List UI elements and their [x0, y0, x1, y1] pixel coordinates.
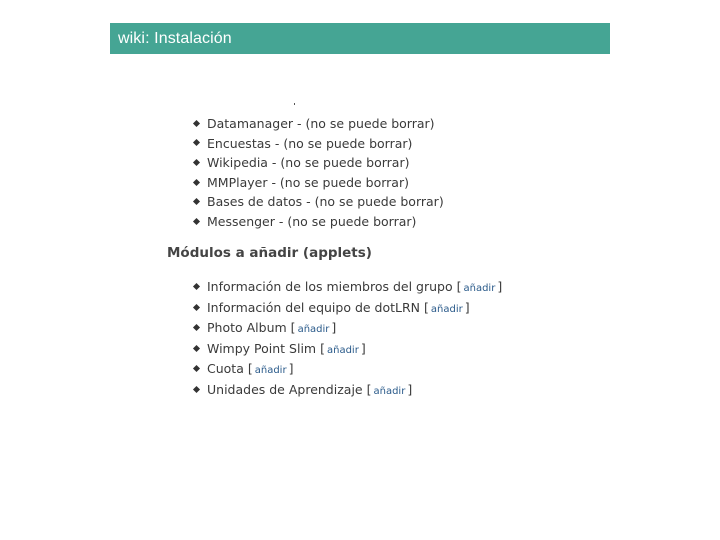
list-item	[193, 359, 502, 380]
list-item	[193, 173, 444, 193]
bullet-icon	[193, 324, 200, 331]
list-item	[193, 114, 444, 134]
list-item	[193, 298, 502, 319]
bracket-open: [	[366, 381, 372, 397]
list-item	[193, 134, 444, 154]
bullet-icon	[193, 365, 200, 372]
module-label: Datamanager - (no se puede borrar)	[207, 116, 435, 131]
page-title: wiki: Instalación	[118, 29, 232, 47]
list-item	[193, 192, 444, 212]
applets-list	[193, 277, 502, 400]
add-applet-link[interactable]: añadir	[254, 365, 287, 376]
list-item	[193, 318, 502, 339]
bullet-icon	[193, 139, 200, 146]
module-label: MMPlayer - (no se puede borrar)	[207, 174, 409, 190]
module-label: Bases de datos - (no se puede borrar)	[207, 194, 444, 210]
add-applet-link[interactable]: añadir	[430, 303, 463, 315]
stray-dot	[294, 103, 295, 105]
bullet-icon	[193, 386, 200, 393]
bracket-close: ]	[288, 361, 294, 376]
add-applet-link[interactable]: añadir	[326, 344, 359, 356]
list-item	[193, 153, 444, 173]
list-item	[193, 277, 502, 298]
bullet-icon	[193, 159, 200, 166]
add-applet-link[interactable]: añadir	[373, 385, 406, 397]
list-item	[193, 339, 502, 360]
applet-name: Cuota	[207, 361, 244, 376]
applet-name: Wimpy Point Slim	[207, 340, 317, 356]
bracket-close: ]	[464, 299, 470, 315]
bracket-open: [	[247, 361, 253, 376]
bullet-icon	[193, 179, 200, 186]
module-label: Wikipedia - (no se puede borrar)	[207, 155, 410, 171]
applet-name: Photo Album	[207, 320, 287, 335]
bullet-icon	[193, 345, 200, 352]
add-applet-link[interactable]: añadir	[297, 324, 330, 335]
applet-name: Unidades de Aprendizaje	[207, 381, 363, 397]
bullet-icon	[193, 198, 200, 205]
list-item	[193, 380, 502, 401]
bracket-open: [	[290, 320, 296, 335]
bracket-close: ]	[360, 340, 366, 356]
add-applet-link[interactable]: añadir	[463, 283, 496, 294]
applet-name: Información del equipo de dotLRN	[207, 299, 421, 315]
bracket-open: [	[456, 279, 462, 294]
bracket-close: ]	[497, 279, 503, 294]
module-label: Encuestas - (no se puede borrar)	[207, 135, 413, 151]
bullet-icon	[193, 218, 200, 225]
page-header	[110, 23, 610, 54]
bullet-icon	[193, 283, 200, 290]
list-item	[193, 212, 444, 232]
bullet-icon	[193, 304, 200, 311]
bracket-close: ]	[407, 381, 413, 397]
applet-name: Información de los miembros del grupo	[207, 279, 453, 294]
bracket-close: ]	[331, 320, 337, 335]
installed-modules-list	[193, 114, 444, 232]
bullet-icon	[193, 120, 200, 127]
bracket-open: [	[424, 299, 429, 315]
bracket-open: [	[320, 340, 325, 356]
module-label: Messenger - (no se puede borrar)	[207, 213, 417, 229]
applets-heading: Módulos a añadir (applets)	[167, 245, 372, 261]
